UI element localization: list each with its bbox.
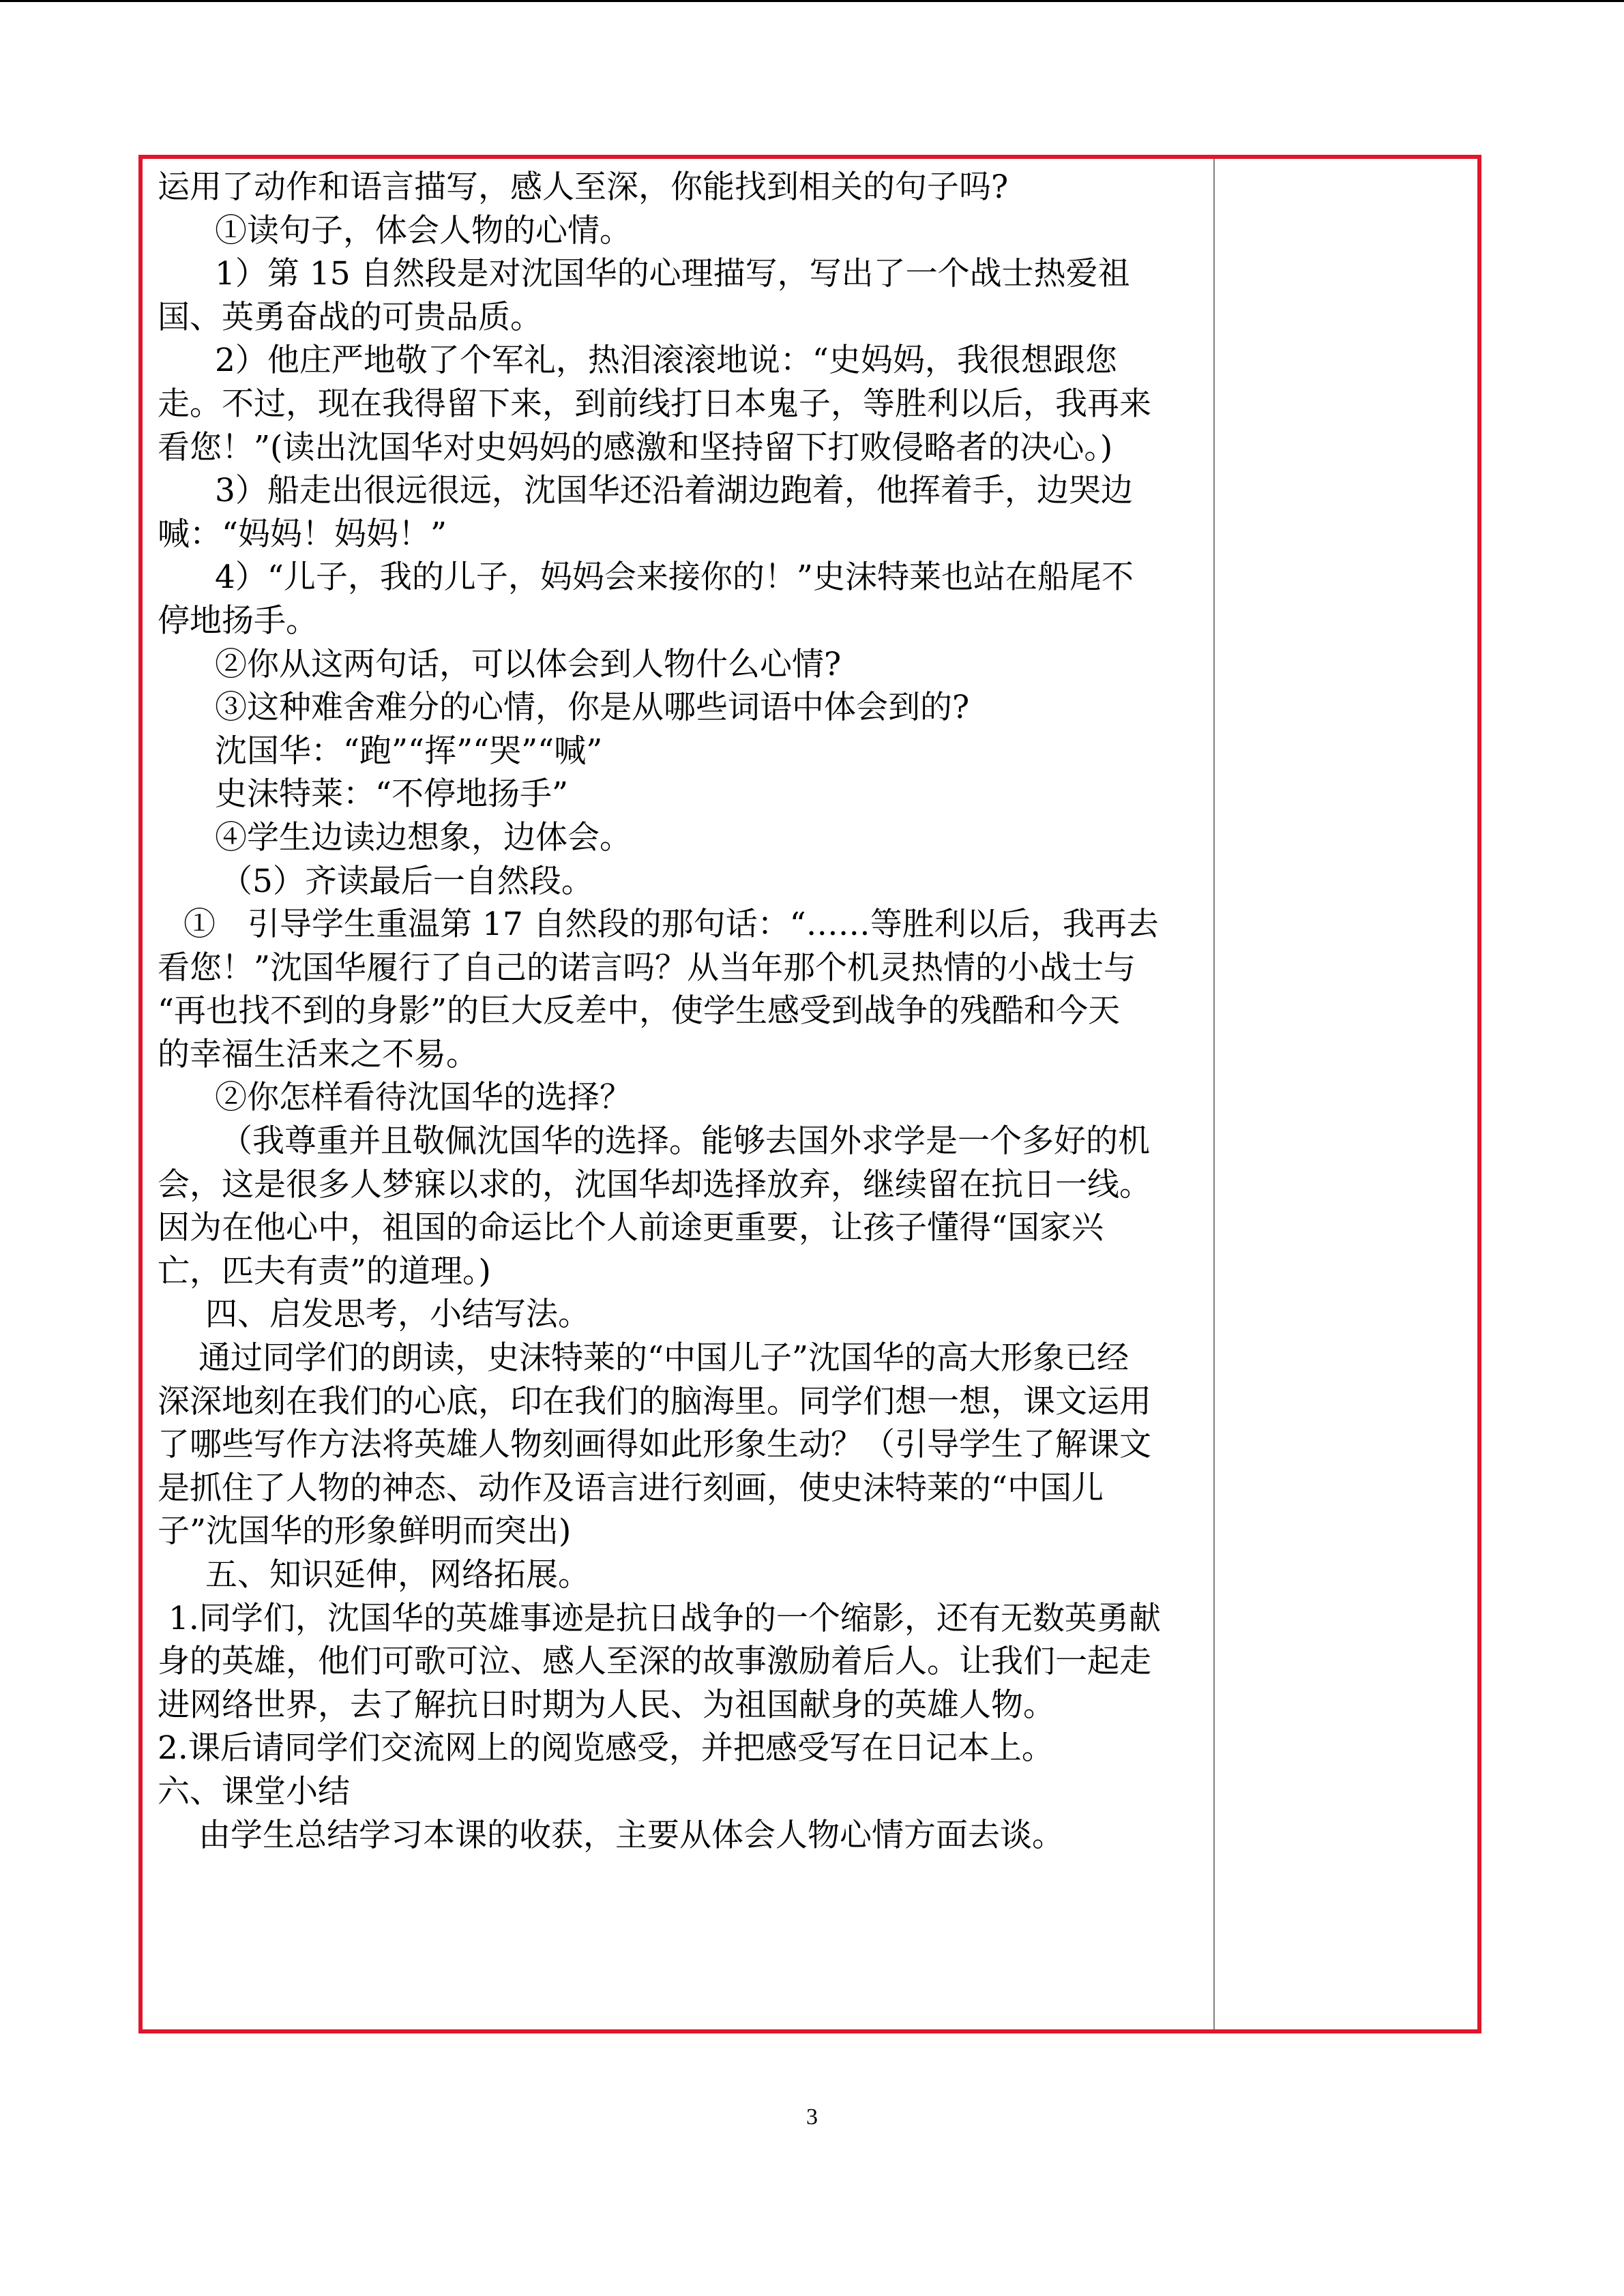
- text-line: 喊：“妈妈！妈妈！”: [158, 515, 447, 553]
- text-line: 子”沈国华的形象鲜明而突出): [158, 1512, 572, 1551]
- text-line: 因为在他心中，祖国的命运比个人前途更重要，让孩子懂得“国家兴: [158, 1209, 1104, 1247]
- text-line: 了哪些写作方法将英雄人物刻画得如此形象生动？（引导学生了解课文: [158, 1426, 1151, 1464]
- text-line: （5）齐读最后一自然段。: [220, 862, 593, 900]
- lesson-table: [138, 155, 1481, 2033]
- text-line: 深深地刻在我们的心底，印在我们的脑海里。同学们想一想，课文运用: [158, 1382, 1151, 1420]
- text-line: 史沫特莱：“不停地扬手”: [215, 775, 569, 814]
- top-border-line: [0, 0, 1624, 2]
- text-line: ②你从这两句话，可以体会到人物什么心情?: [215, 645, 842, 683]
- text-line: 的幸福生活来之不易。: [158, 1035, 478, 1073]
- text-line: ②你怎样看待沈国华的选择？: [215, 1079, 632, 1117]
- text-line: 停地扬手。: [158, 601, 318, 640]
- section-heading: 六、课堂小结: [158, 1772, 350, 1810]
- section-heading: 五、知识延伸，网络拓展。: [205, 1556, 590, 1594]
- text-line: 亡，匹夫有责”的道理。): [158, 1252, 491, 1290]
- text-line: 会，这是很多人梦寐以求的，沈国华却选择放弃，继续留在抗日一线。: [158, 1165, 1151, 1204]
- notes-cell: [1215, 159, 1477, 2029]
- text-line: 国、英勇奋战的可贵品质。: [158, 298, 542, 336]
- text-line: ①读句子，体会人物的心情。: [215, 211, 632, 250]
- text-line: 看您！”(读出沈国华对史妈妈的感激和坚持留下打败侵略者的决心。): [158, 428, 1113, 466]
- text-line: 看您！”沈国华履行了自己的诺言吗？从当年那个机灵热情的小战士与: [158, 949, 1136, 987]
- text-line: ④学生边读边想象，边体会。: [215, 818, 632, 856]
- text-line: 1）第 15 自然段是对沈国华的心理描写，写出了一个战士热爱祖: [215, 255, 1130, 293]
- text-line: 身的英雄，他们可歌可泣、感人至深的故事激励着后人。让我们一起走: [158, 1643, 1151, 1681]
- text-line: “再也找不到的身影”的巨大反差中，使学生感受到战争的残酷和今天: [158, 992, 1121, 1030]
- text-line: 是抓住了人物的神态、动作及语言进行刻画，使史沫特莱的“中国儿: [158, 1469, 1104, 1507]
- text-line: ③这种难舍难分的心情，你是从哪些词语中体会到的?: [215, 689, 970, 727]
- text-line: 通过同学们的朗读，史沫特莱的“中国儿子”沈国华的高大形象已经: [198, 1339, 1130, 1377]
- text-line: 2）他庄严地敬了个军礼，热泪滚滚地说：“史妈妈，我很想跟您: [215, 342, 1117, 380]
- text-line: 3）船走出很远很远，沈国华还沿着湖边跑着，他挥着手，边哭边: [215, 472, 1133, 510]
- text-line: 走。不过，现在我得留下来，到前线打日本鬼子，等胜利以后，我再来: [158, 385, 1151, 423]
- lesson-content-cell: [158, 166, 1208, 1857]
- text-line: 沈国华：“跑”“挥”“哭”“喊”: [215, 732, 603, 770]
- page-number: 3: [806, 2104, 818, 2130]
- text-line: （我尊重并且敬佩沈国华的选择。能够去国外求学是一个多好的机: [220, 1122, 1150, 1161]
- text-line: 进网络世界，去了解抗日时期为人民、为祖国献身的英雄人物。: [158, 1686, 1055, 1724]
- text-line: 2.课后请同学们交流网上的阅览感受，并把感受写在日记本上。: [158, 1729, 1054, 1768]
- text-line: ① 引导学生重温第 17 自然段的那句话：“……等胜利以后，我再去: [183, 906, 1159, 944]
- text-line: 1.同学们，沈国华的英雄事迹是抗日战争的一个缩影，还有无数英勇献: [168, 1599, 1161, 1637]
- text-line: 由学生总结学习本课的收获，主要从体会人物心情方面去谈。: [198, 1816, 1064, 1854]
- section-heading: 四、启发思考，小结写法。: [205, 1296, 590, 1334]
- text-line: 运用了动作和语言描写，感人至深，你能找到相关的句子吗?: [158, 168, 1009, 206]
- text-line: 4）“儿子，我的儿子，妈妈会来接你的！”史沫特莱也站在船尾不: [215, 558, 1134, 597]
